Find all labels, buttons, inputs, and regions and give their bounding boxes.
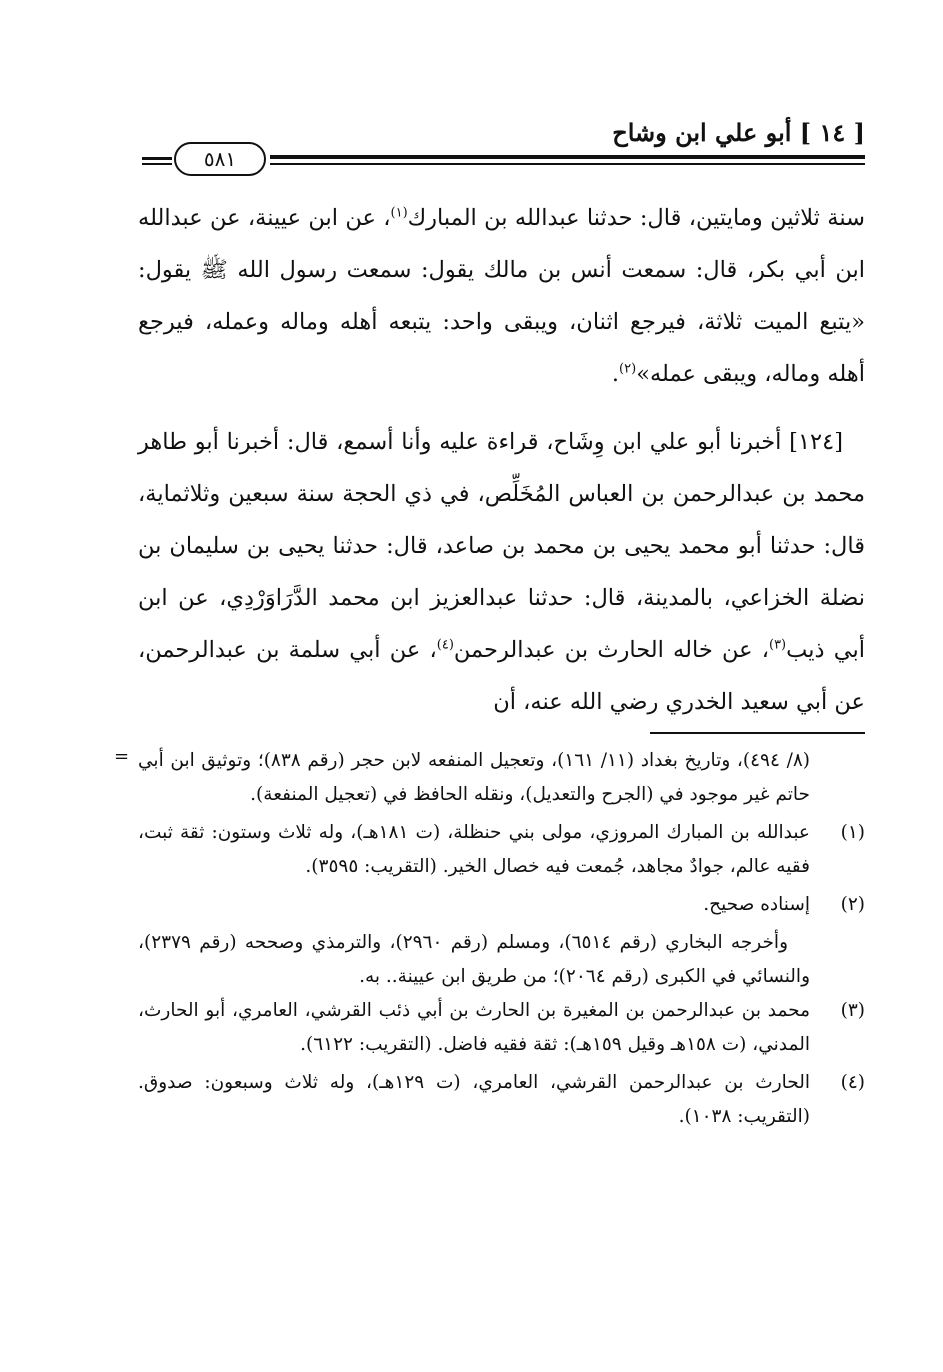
footnote-2 [138,888,865,922]
paragraph-1 [138,192,865,400]
footnote-text: الحارث بن عبدالرحمن القرشي، العامري، (ت ١٢٩هـ)، وله ثلاث وسبعون: صدوق. (التقريب: ١٠٣٨). [138,1072,811,1127]
footnote-number: (٤) [840,1072,865,1093]
header-double-rule [270,155,865,165]
footnote-ref: (٣) [768,637,787,653]
continuation-mark: = [114,746,130,767]
footnote-continuation-text: (٨/ ٤٩٤)، وتاريخ بغداد (١١/ ١٦١)، وتعجيل المنفعه لابن حجر (رقم ٨٣٨)؛ وتوثيق ابن أبي حاتم غير موجود في (الجرح والتعديل)، ونقله الحافظ في (تعجيل المنفعة). [138,750,810,805]
footnote-number: (٣) [840,1000,865,1021]
header-short-rule [142,157,172,165]
paragraph-2 [138,416,865,728]
footnote-text: عبدالله بن المبارك المروزي، مولى بني حنظلة، (ت ١٨١هـ)، وله ثلاث وستون: ثقة ثبت، فقيه عالم، جوادٌ مجاهد، جُمعت فيه خصال الخير. (التقريب: ٣٥٩٥). [138,822,810,877]
footnote-4 [138,1066,865,1134]
footnote-text: محمد بن عبدالرحمن بن المغيرة بن الحارث بن أبي ذئب القرشي، العامري، أبو الحارث، المدني، (ت ١٥٨هـ وقيل ١٥٩هـ): ثقة فقيه فاضل. (التقريب: ٦١٢٢). [138,1000,810,1055]
main-text [138,192,865,744]
text-run: [١٢٤] أخبرنا أبو علي ابن وِشَاح، قراءة عليه وأنا أسمع، قال: أخبرنا أبو طاهر محمد بن عبدالرحمن بن العباس المُخَلِّص، في ذي الحجة سنة سبعين وثلاثماية، قال: حدثنا أبو محمد يحيى بن محمد بن صاعد، قال: حدثنا يحيى بن سليمان بن نضلة الخزاعي، بالمدينة، قال: حدثنا عبدالعزيز ابن محمد الدَّرَاوَرْدِي، عن ابن أبي ذيب [138,429,865,663]
footnote-2-extra: وأخرجه البخاري (رقم ٦٥١٤)، ومسلم (رقم ٢٩٦٠)، والترمذي وصححه (رقم ٢٣٧٩)، والنسائي في الكبرى (رقم ٢٠٦٤)؛ من طريق ابن عيينة.. به. [138,932,810,987]
footnote-continuation [114,744,865,812]
footnote-separator [650,732,865,734]
footnote-number: (١) [840,822,865,843]
text-run: ، عن خاله الحارث بن عبدالرحمن [453,637,769,663]
page-number: ٥٨١ [174,142,266,176]
footnote-number: (٢) [840,894,865,915]
text-run: ، عن ابن عيينة، عن عبدالله ابن أبي بكر، قال: سمعت أنس بن مالك يقول: سمعت رسول الله ﷺ يقول: «يتبع الميت ثلاثة، فيرجع اثنان، ويبقى واحد: يتبعه أهله وماله وعمله، فيرجع أهله وماله، ويبقى عمله» [138,205,865,387]
footnote-3 [138,994,865,1062]
footnote-ref: (١) [390,205,408,221]
text-run: ، عن أبي سلمة بن عبدالرحمن، عن أبي سعيد الخدري رضي الله عنه، أن [138,637,865,715]
running-title: [ ١٤ ] أبو علي ابن وشاح [612,118,865,147]
footnote-text: إسناده صحيح. [703,894,810,915]
text-run: سنة ثلاثين ومايتين، قال: حدثنا عبدالله بن المبارك [407,205,865,231]
footnote-ref: (٢) [619,361,637,377]
footnote-ref: (٤) [436,637,454,653]
footnotes [114,744,865,1138]
footnote-1 [138,816,865,884]
text-run: . [611,361,620,387]
